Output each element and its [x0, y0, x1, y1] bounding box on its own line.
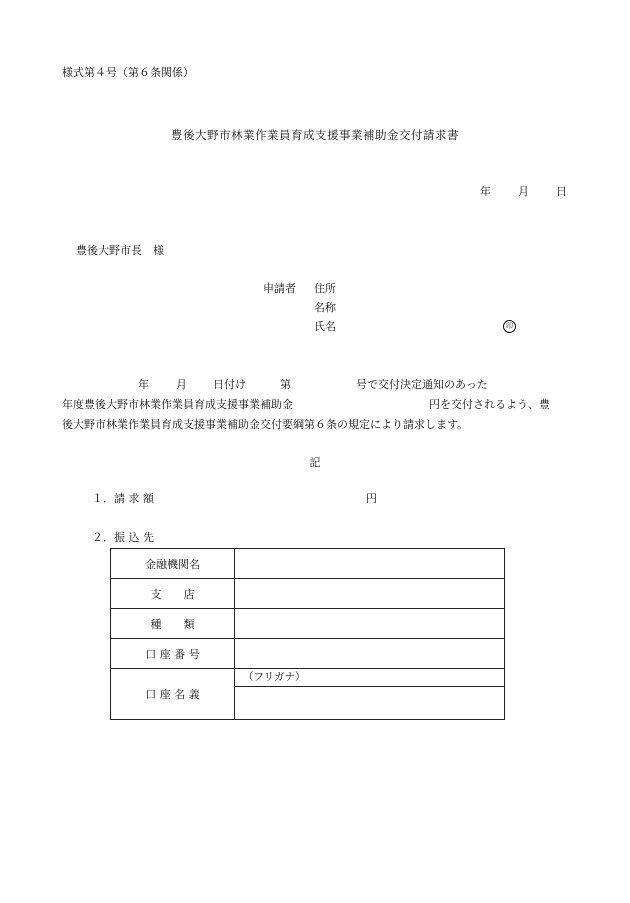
amount-label: １．請 求 額	[92, 492, 154, 505]
table-row	[111, 609, 505, 639]
table-row	[111, 669, 505, 687]
table-row	[111, 639, 505, 669]
subsidy-text-suffix: 円を交付されるよう、豊	[429, 398, 550, 411]
table-row	[111, 579, 505, 609]
addressee: 豊後大野市長 様	[76, 244, 164, 257]
seal-mark: 印	[503, 320, 516, 333]
address-label: 住所	[314, 282, 336, 295]
table-row	[111, 549, 505, 579]
account-type-value[interactable]	[235, 609, 505, 639]
decision-day-label: 日付け	[213, 378, 246, 391]
account-number-label: 口 座 番 号	[111, 639, 235, 669]
institution-value[interactable]	[235, 549, 505, 579]
institution-label: 金融機関名	[111, 549, 235, 579]
bank-account-table	[110, 548, 505, 720]
account-name-label: 口 座 名 義	[111, 669, 235, 720]
applicant-label: 申請者	[263, 282, 296, 295]
company-name-label: 名称	[314, 301, 336, 314]
furigana-label: （フリガナ）	[235, 669, 505, 687]
account-type-label: 種 類	[111, 609, 235, 639]
decision-month-label: 月	[176, 378, 187, 391]
person-name-label: 氏名	[314, 320, 336, 333]
account-name-value[interactable]	[235, 687, 505, 720]
form-number: 様式第４号（第６条関係）	[62, 66, 194, 79]
branch-label: 支 店	[111, 579, 235, 609]
ki-heading: 記	[309, 456, 321, 469]
decision-number-prefix: 第	[280, 378, 291, 391]
body-line-3: 後大野市林業作業員育成支援事業補助金交付要綱第６条の規定により請求します。	[62, 418, 469, 431]
date-month-label: 月	[518, 185, 529, 198]
date-year-label: 年	[480, 185, 491, 198]
subsidy-text-prefix: 年度豊後大野市林業作業員育成支援事業補助金	[62, 398, 293, 411]
date-day-label: 日	[556, 185, 567, 198]
amount-unit: 円	[366, 492, 377, 505]
account-number-value[interactable]	[235, 639, 505, 669]
branch-value[interactable]	[235, 579, 505, 609]
decision-year-label: 年	[138, 378, 149, 391]
decision-number-suffix: 号で交付決定通知のあった	[356, 378, 488, 391]
document-title: 豊後大野市林業作業員育成支援事業補助金交付請求書	[171, 128, 459, 142]
transfer-label: ２．振 込 先	[92, 531, 154, 544]
